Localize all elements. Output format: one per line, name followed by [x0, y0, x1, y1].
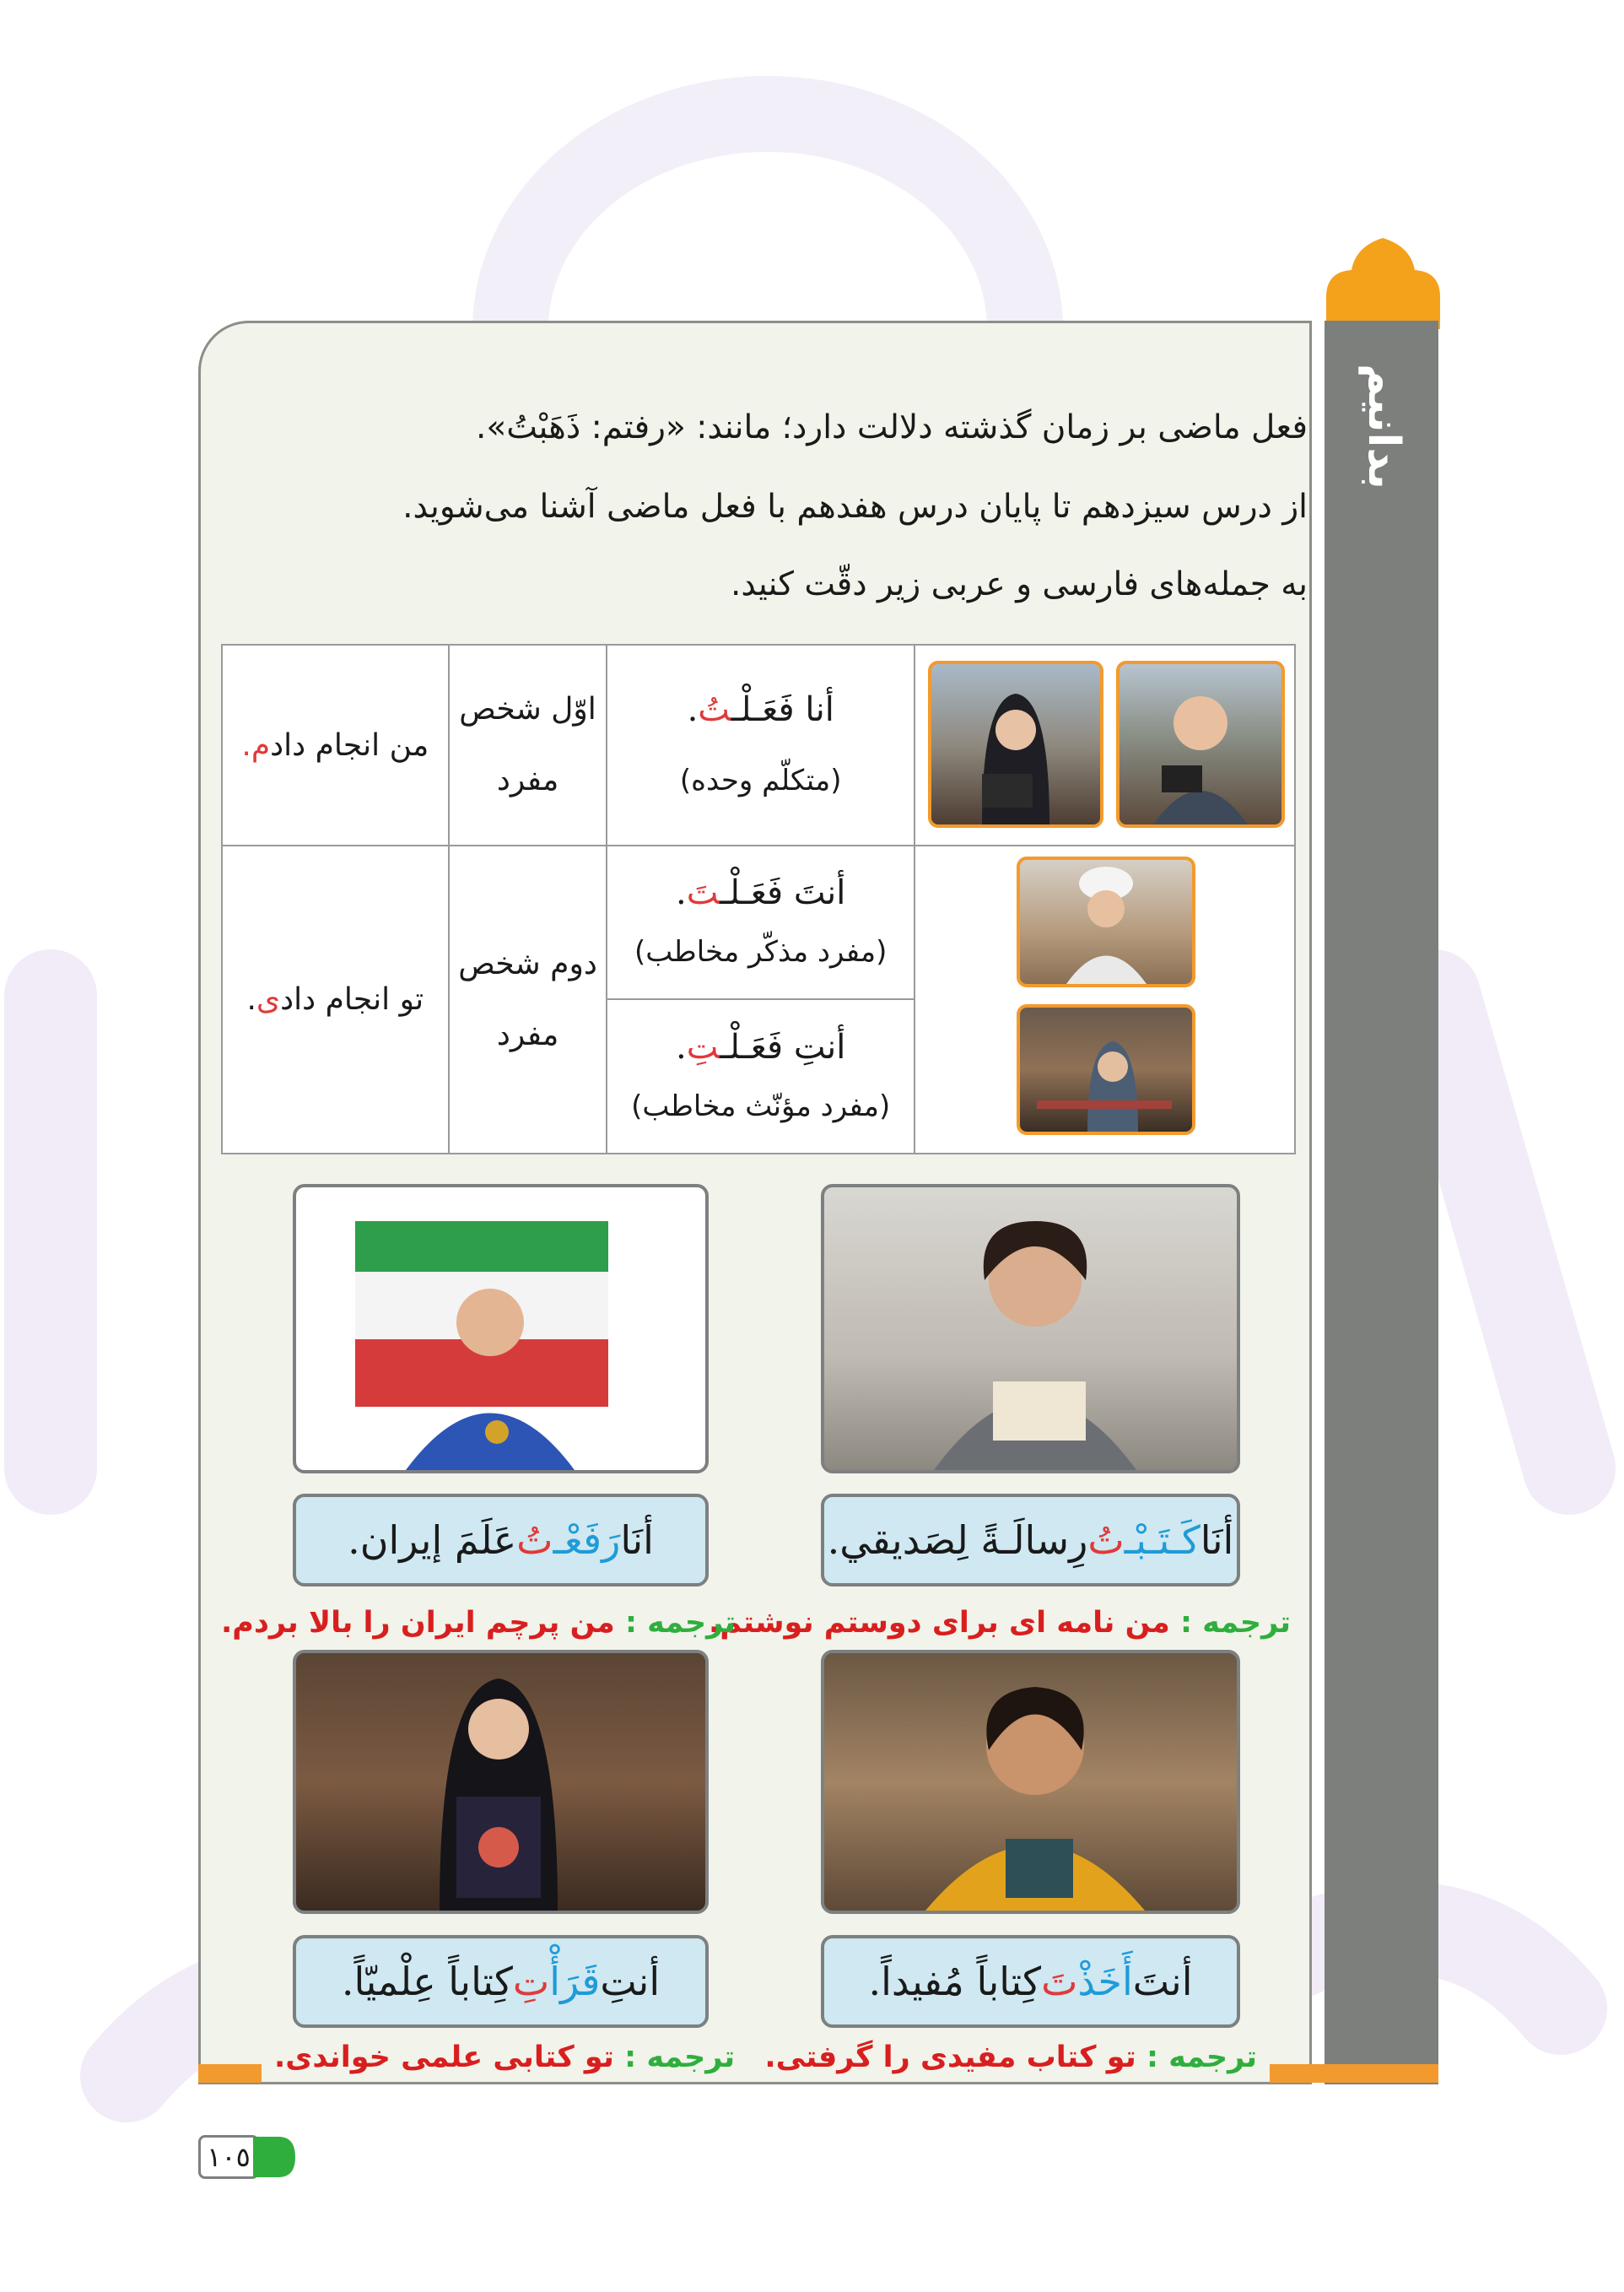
sentence-verb-ending: تُ — [1087, 1517, 1125, 1563]
person-label: دوم شخص — [458, 946, 597, 981]
arabic-note: (متکلّم وحده) — [679, 764, 842, 797]
bottom-bar-right — [1270, 2064, 1438, 2083]
punct: . — [676, 873, 687, 912]
punct: . — [246, 982, 256, 1017]
sentence-verb: رَفَعْـ — [553, 1517, 621, 1563]
sentence-text: أنَا — [1200, 1517, 1234, 1563]
persian-cell-row1 — [222, 645, 449, 846]
photo-boy-book — [821, 1650, 1240, 1914]
sentence-box-4 — [293, 1935, 709, 2028]
section-sidebar — [1325, 321, 1438, 2084]
sentence-verb: كَـتَـبْـ — [1124, 1517, 1200, 1563]
translation-text: تو کتاب مفیدی را گرفتی. — [764, 2041, 1136, 2074]
section-title: بدانیم — [1358, 363, 1409, 489]
translation-text: من نامه ای برای دوستم نوشتم. — [709, 1606, 1170, 1640]
sentence-verb: قَرَأْ — [549, 1959, 601, 2004]
sentence-text: أنتَ — [1132, 1959, 1193, 2004]
sentence-text: كِتاباً عِلْميّاً. — [341, 1959, 513, 2004]
translation-text: تو کتابی علمی خواندی. — [274, 2041, 614, 2074]
translation-3 — [764, 2041, 1257, 2074]
persian-ending: م — [251, 727, 271, 763]
photo-flag-athlete — [293, 1184, 709, 1473]
photo-boy-chef — [1017, 857, 1195, 987]
arabic-cell-fem — [607, 999, 915, 1154]
sentence-verb: أَخَذْ — [1077, 1959, 1133, 2004]
punct: . — [676, 1027, 687, 1067]
arabic-verb: أنتَ فَعَـلْـ — [720, 873, 846, 912]
boy-figure-icon — [1120, 664, 1281, 824]
girl-book-icon — [296, 1653, 705, 1911]
arabic-note: (مفرد مؤنّث مخاطب) — [631, 1089, 891, 1123]
verb-ending: تِ — [686, 1027, 720, 1067]
sentence-box-2 — [293, 1494, 709, 1587]
sentence-text: كِتاباً مُفيداً. — [868, 1959, 1042, 2004]
photo-girl-camera — [928, 661, 1103, 828]
sentence-box-1 — [821, 1494, 1240, 1587]
sentence-verb-ending: تِ — [512, 1959, 550, 2004]
translation-label: ترجمه : — [624, 2041, 736, 2074]
arabic-verb: أنتِ فَعَـلْـ — [720, 1027, 846, 1067]
flag-icon — [296, 1187, 705, 1470]
photo-boy-camera — [1116, 661, 1285, 828]
punct: . — [687, 690, 699, 729]
page-tab-icon — [253, 2132, 299, 2182]
bottom-bar-left — [198, 2064, 262, 2083]
sentence-verb-ending: تُ — [516, 1517, 553, 1563]
photo-girl-book — [293, 1650, 709, 1914]
sentence-box-3 — [821, 1935, 1240, 2028]
translation-text: من پرچم ایران را بالا بردم. — [221, 1606, 615, 1640]
translation-label: ترجمه : — [1179, 1606, 1291, 1640]
photo-girl-cooking — [1017, 1004, 1195, 1135]
girl-figure-icon — [931, 664, 1100, 824]
translation-label: ترجمه : — [624, 1606, 736, 1640]
sentence-text: أنَا — [620, 1517, 654, 1563]
photo-boy-letter — [821, 1184, 1240, 1473]
number-label: مفرد — [496, 1017, 559, 1052]
page-number: ١٠٥ — [198, 2135, 259, 2179]
arabic-cell-row1 — [607, 645, 915, 846]
intro-line-3: به جمله‌های فارسی و عربی زیر دقّت کنید. — [730, 565, 1308, 603]
letter-boy-icon — [824, 1187, 1237, 1470]
translation-2 — [221, 1606, 736, 1640]
boy-book-icon — [824, 1653, 1237, 1911]
persian-meaning: تو انجام داد — [280, 982, 424, 1017]
translation-1 — [709, 1606, 1291, 1640]
person-cell-row1 — [449, 645, 607, 846]
intro-line-2: از درس سیزدهم تا پایان درس هفدهم با فعل ماضی آشنا می‌شوید. — [402, 488, 1308, 526]
person-label: اوّل شخص — [459, 692, 596, 727]
verb-ending: تَ — [686, 873, 720, 912]
chef-figure-icon — [1020, 860, 1192, 984]
translation-label: ترجمه : — [1146, 2041, 1257, 2074]
dome-ornament — [1326, 238, 1440, 329]
intro-line-1: فعل ماضی بر زمان گذشته دلالت دارد؛ مانند: «رفتم: ذَهَبْتُ». — [475, 408, 1308, 446]
person-cell-row2 — [449, 846, 607, 1154]
verb-ending: تُ — [698, 690, 731, 729]
sentence-text: أنتِ — [600, 1959, 661, 2004]
arabic-verb: أنا فَعَـلْـ — [731, 690, 834, 729]
sentence-text: عَلَمَ إيران. — [348, 1517, 517, 1563]
punct: . — [241, 727, 251, 763]
cook-figure-icon — [1020, 1008, 1192, 1132]
persian-cell-row2 — [222, 846, 449, 1154]
arabic-cell-masc — [607, 846, 915, 999]
number-label: مفرد — [496, 763, 559, 797]
arabic-note: (مفرد مذکّر مخاطب) — [634, 935, 888, 969]
sentence-text: رِسالَـةً لِصَديقي. — [827, 1517, 1088, 1563]
translation-4 — [274, 2041, 735, 2074]
sentence-verb-ending: تَ — [1041, 1959, 1078, 2004]
persian-meaning: من انجام داد — [270, 727, 429, 763]
persian-ending: ی — [256, 982, 281, 1017]
